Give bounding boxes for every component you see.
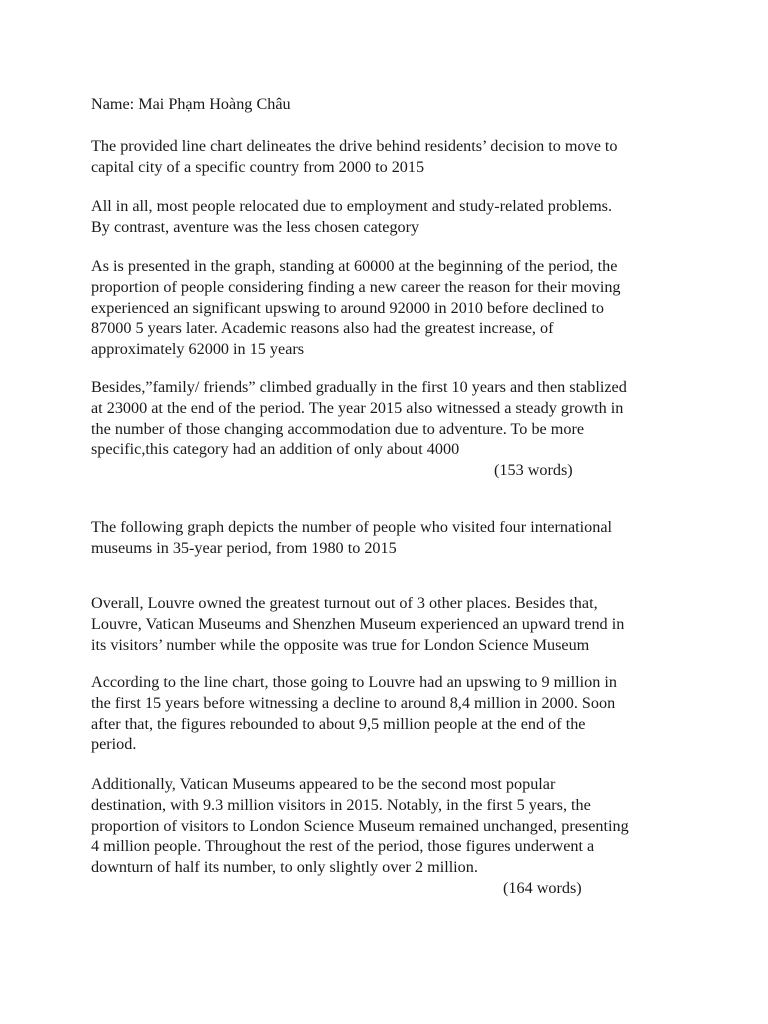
essay1-body-paragraph-1: As is presented in the graph, standing at 60000 at the beginning of the period, the proportion of people considering finding a new career the reason for their moving experienced an significant upswing to around 92000 in 2010 before declined to 87000 5 years later. Academic reasons also had the greatest increase, of approximately 62000 in 15 years [91, 257, 621, 359]
essay1-body-paragraph-2: Besides,”family/ friends” climbed gradually in the first 10 years and then stablized at 23000 at the end of the period. The year 2015 also witnessed a steady growth in the number of those changing accommodation due to adventure. To be more specific,this category had an addition of only about 4000 [91, 378, 627, 459]
essay1-overview-paragraph: All in all, most people relocated due to employment and study-related problems. By contrast, aventure was the less chosen category [91, 197, 613, 236]
essay2-body-paragraph-1: According to the line chart, those going to Louvre had an upswing to 9 million in the first 15 years before witnessing a decline to around 8,4 million in 2000. Soon after that, the figures rebounded to about 9,5 million people at the end of the period. [91, 673, 617, 754]
essay2-body-paragraph-2: Additionally, Vatican Museums appeared to be the second most popular destination, with 9.3 million visitors in 2015. Notably, in the first 5 years, the proportion of visitors to London Science Museum remained unchanged, presenting 4 million people. Throughout the rest of the period, those figures underwent a downturn of half its number, to only slightly over 2 million. [91, 775, 629, 877]
essay1-word-count: (153 words) [494, 461, 573, 479]
essay2-intro-paragraph: The following graph depicts the number of people who visited four international museums in 35-year period, from 1980 to 2015 [91, 518, 613, 557]
essay1-intro-paragraph: The provided line chart delineates the drive behind residents’ decision to move to capital city of a specific country from 2000 to 2015 [91, 137, 618, 176]
essay2-word-count: (164 words) [503, 879, 582, 897]
essay2-overview-paragraph: Overall, Louvre owned the greatest turnout out of 3 other places. Besides that, Louvre, Vatican Museums and Shenzhen Museum experienced an upward trend in its visitors’ number while the opposite was true for London Science Museum [91, 594, 625, 654]
author-name-line: Name: Mai Phạm Hoàng Châu [91, 95, 291, 113]
